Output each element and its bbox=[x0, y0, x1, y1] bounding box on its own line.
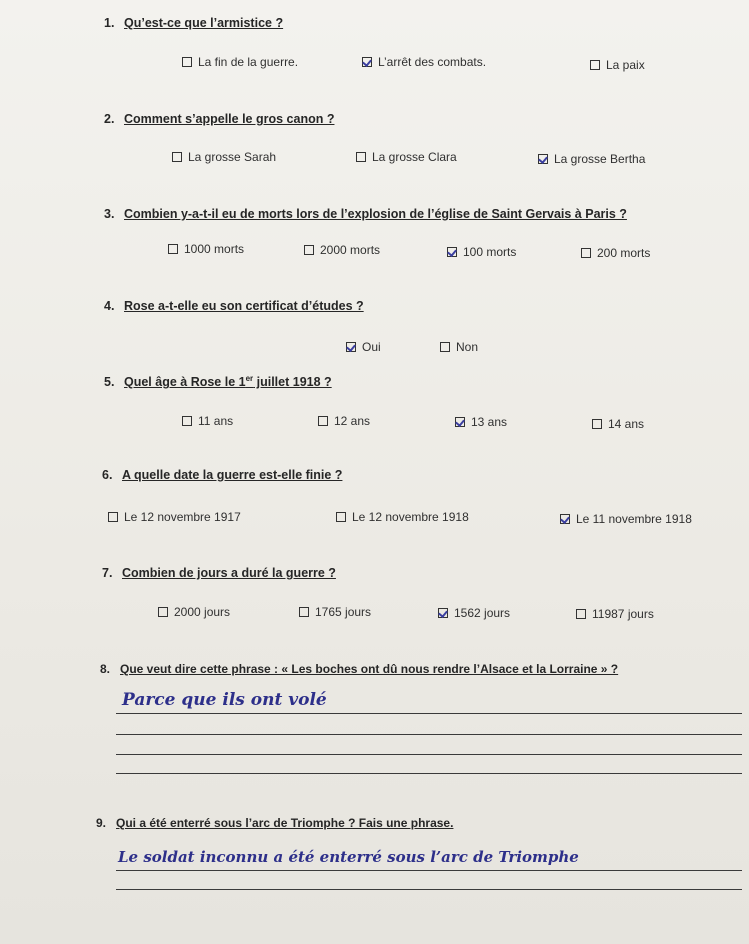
q5-option-3[interactable]: 13 ans bbox=[455, 415, 507, 429]
q7-option-4[interactable]: 11987 jours bbox=[576, 607, 654, 621]
checkbox[interactable] bbox=[182, 57, 192, 67]
q7-option-2[interactable]: 1765 jours bbox=[299, 605, 371, 619]
checkbox[interactable] bbox=[581, 248, 591, 258]
q7-option-1[interactable]: 2000 jours bbox=[158, 605, 230, 619]
checkbox[interactable] bbox=[168, 244, 178, 254]
checkbox[interactable] bbox=[108, 512, 118, 522]
checkbox[interactable] bbox=[158, 607, 168, 617]
checkbox[interactable] bbox=[576, 609, 586, 619]
q1-option-1[interactable]: La fin de la guerre. bbox=[182, 55, 298, 69]
question-5: 5. Quel âge à Rose le 1er juillet 1918 ? bbox=[104, 374, 332, 390]
checkbox[interactable] bbox=[318, 416, 328, 426]
answer-line bbox=[116, 870, 742, 871]
checkbox[interactable] bbox=[356, 152, 366, 162]
q1-option-3[interactable]: La paix bbox=[590, 58, 645, 72]
question-4: 4. Rose a-t-elle eu son certificat d’études ? bbox=[104, 299, 364, 313]
handwritten-answer-8[interactable]: Parce que ils ont volé bbox=[122, 690, 327, 710]
q4-option-1[interactable]: Oui bbox=[346, 340, 381, 354]
checkbox[interactable] bbox=[299, 607, 309, 617]
answer-line bbox=[116, 734, 742, 735]
question-1-text: Qu’est-ce que l’armistice ? bbox=[124, 16, 284, 30]
q3-option-1[interactable]: 1000 morts bbox=[168, 242, 244, 256]
question-7: 7. Combien de jours a duré la guerre ? bbox=[102, 566, 336, 580]
q2-option-3[interactable]: La grosse Bertha bbox=[538, 152, 645, 166]
checkbox[interactable] bbox=[336, 512, 346, 522]
checkbox[interactable] bbox=[182, 416, 192, 426]
answer-line bbox=[116, 713, 742, 714]
question-9: 9. Qui a été enterré sous l’arc de Triomphe ? Fais une phrase. bbox=[96, 816, 454, 830]
q5-option-2[interactable]: 12 ans bbox=[318, 414, 370, 428]
question-2: 2. Comment s’appelle le gros canon ? bbox=[104, 112, 335, 126]
question-6: 6. A quelle date la guerre est-elle finie ? bbox=[102, 468, 343, 482]
question-8: 8. Que veut dire cette phrase : « Les boches ont dû nous rendre l’Alsace et la Lorraine » ? bbox=[100, 662, 619, 676]
question-3: 3. Combien y-a-t-il eu de morts lors de l’explosion de l’église de Saint Gervais à Paris ? bbox=[104, 207, 627, 221]
checkbox-checked[interactable] bbox=[455, 417, 465, 427]
q5-option-4[interactable]: 14 ans bbox=[592, 417, 644, 431]
q2-option-1[interactable]: La grosse Sarah bbox=[172, 150, 276, 164]
checkbox-checked[interactable] bbox=[447, 247, 457, 257]
handwritten-answer-9[interactable]: Le soldat inconnu a été enterré sous l’arc de Triomphe bbox=[118, 848, 579, 866]
answer-line bbox=[116, 773, 742, 774]
q1-option-2[interactable]: L’arrêt des combats. bbox=[362, 55, 486, 69]
checkbox-checked[interactable] bbox=[560, 514, 570, 524]
answer-line bbox=[116, 754, 742, 755]
q6-option-2[interactable]: Le 12 novembre 1918 bbox=[336, 510, 469, 524]
q6-option-1[interactable]: Le 12 novembre 1917 bbox=[108, 510, 241, 524]
q7-option-3[interactable]: 1562 jours bbox=[438, 606, 510, 620]
checkbox[interactable] bbox=[590, 60, 600, 70]
q4-option-2[interactable]: Non bbox=[440, 340, 478, 354]
checkbox-checked[interactable] bbox=[538, 154, 548, 164]
checkbox[interactable] bbox=[592, 419, 602, 429]
checkbox-checked[interactable] bbox=[438, 608, 448, 618]
q3-option-2[interactable]: 2000 morts bbox=[304, 243, 380, 257]
q5-option-1[interactable]: 11 ans bbox=[182, 414, 233, 428]
checkbox-checked[interactable] bbox=[346, 342, 356, 352]
checkbox[interactable] bbox=[172, 152, 182, 162]
q2-option-2[interactable]: La grosse Clara bbox=[356, 150, 457, 164]
q3-option-4[interactable]: 200 morts bbox=[581, 246, 650, 260]
q6-option-3[interactable]: Le 11 novembre 1918 bbox=[560, 512, 692, 526]
checkbox[interactable] bbox=[304, 245, 314, 255]
checkbox[interactable] bbox=[440, 342, 450, 352]
q3-option-3[interactable]: 100 morts bbox=[447, 245, 516, 259]
checkbox-checked[interactable] bbox=[362, 57, 372, 67]
answer-line bbox=[116, 889, 742, 890]
question-1: 1. Qu’est-ce que l’armistice ? bbox=[104, 16, 284, 30]
